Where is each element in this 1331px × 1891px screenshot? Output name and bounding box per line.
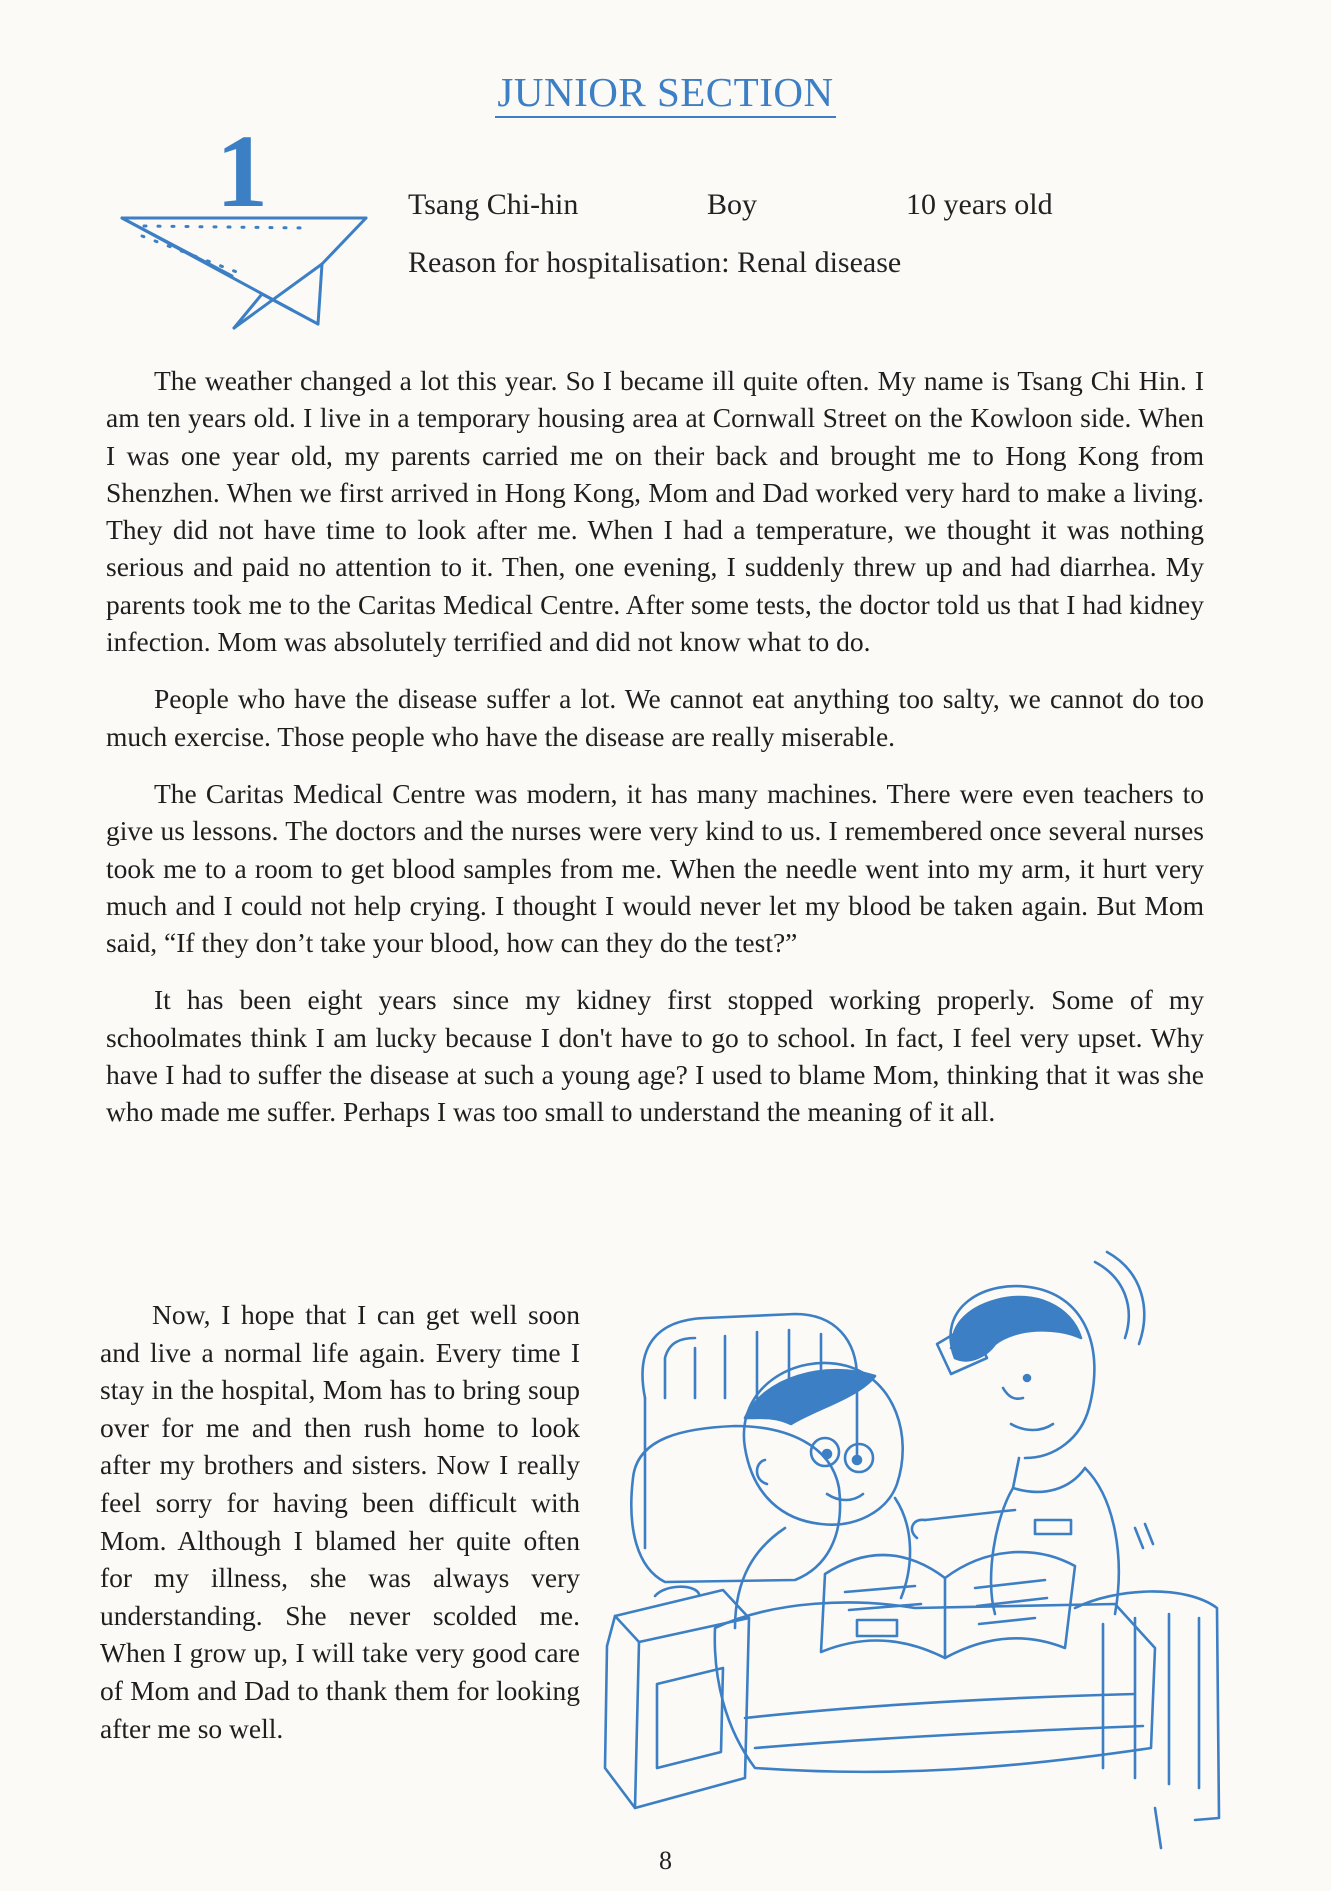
hospitalisation-reason: Reason for hospitalisation: Renal disease xyxy=(408,246,902,279)
essay-closing xyxy=(100,1296,580,1747)
plane-nose-edge xyxy=(322,218,366,264)
section-title-text: JUNIOR SECTION xyxy=(495,69,835,118)
student-gender: Boy xyxy=(707,188,758,221)
nurse-figure xyxy=(912,1252,1153,1614)
plane-tail-edge xyxy=(318,264,322,324)
chapter-number: 1 xyxy=(216,114,268,229)
hospital-bed-illustration xyxy=(595,1248,1255,1850)
plane-bottom-edge xyxy=(262,294,318,324)
essay-paragraph-1: The weather changed a lot this year. So I became ill quite often. My name is Tsang Chi Hin. I am ten years old. I live in a temporary housing area at Cornwall Street on the Kowloon side. When I was one year old, my parents carried me on their back and brought me to Hong Kong from Shenzhen. When we first arrived in Hong Kong, Mom and Dad worked very hard to make a living. They did not have time to look after me. When I had a temperature, we thought it was nothing serious and paid no attention to it. Then, one evening, I suddenly threw up and had diarrhea. My parents took me to the Caritas Medical Centre. After some tests, the doctor told us that I had kidney infection. Mom was absolutely terrified and did not know what to do. xyxy=(106,365,1204,658)
bedside-cabinet xyxy=(605,1587,749,1808)
essay-body xyxy=(106,362,1204,1151)
student-age: 10 years old xyxy=(906,188,1053,221)
essay-paragraph-2: People who have the disease suffer a lot. We cannot eat anything too salty, we cannot do too much exercise. Those people who have the disease are really miserable. xyxy=(106,683,1204,752)
essay-paragraph-5: Now, I hope that I can get well soon and live a normal life again. Every time I stay in the hospital, Mom has to bring soup over for me and then rush home to look after my brothers and sisters. Now I really feel sorry for having been difficult with Mom. Although I blamed her quite often for my illness, she was always very understanding. She never scolded me. When I grow up, I will take very good care of Mom and Dad to thank them for looking after me so well. xyxy=(100,1299,580,1744)
essay-paragraph-4: It has been eight years since my kidney first stopped working properly. Some of my schoolmates think I am lucky because I don't have to go to school. In fact, I feel very upset. Why have I had to suffer the disease at such a young age? I used to blame Mom, thinking that it was she who made me suffer. Perhaps I was too small to understand the meaning of it all. xyxy=(106,984,1204,1128)
page-number: 8 xyxy=(659,1846,672,1875)
student-name: Tsang Chi-hin xyxy=(408,188,579,221)
bed-headboard xyxy=(643,1314,858,1548)
section-title xyxy=(0,68,1331,116)
bed-footboard xyxy=(1075,1591,1219,1848)
bed-pillow xyxy=(631,1426,840,1582)
bed-blanket xyxy=(715,1603,1155,1772)
essay-paragraph-3: The Caritas Medical Centre was modern, it has many machines. There were even teachers to give us lessons. The doctors and the nurses were very kind to us. I remembered once several nurses took me to a room to get blood samples from me. When the needle went into my arm, it hurt very much and I could not help crying. I thought I would never let my blood be taken again. But Mom said, “If they don’t take your blood, how can they do the test?” xyxy=(106,777,1204,959)
